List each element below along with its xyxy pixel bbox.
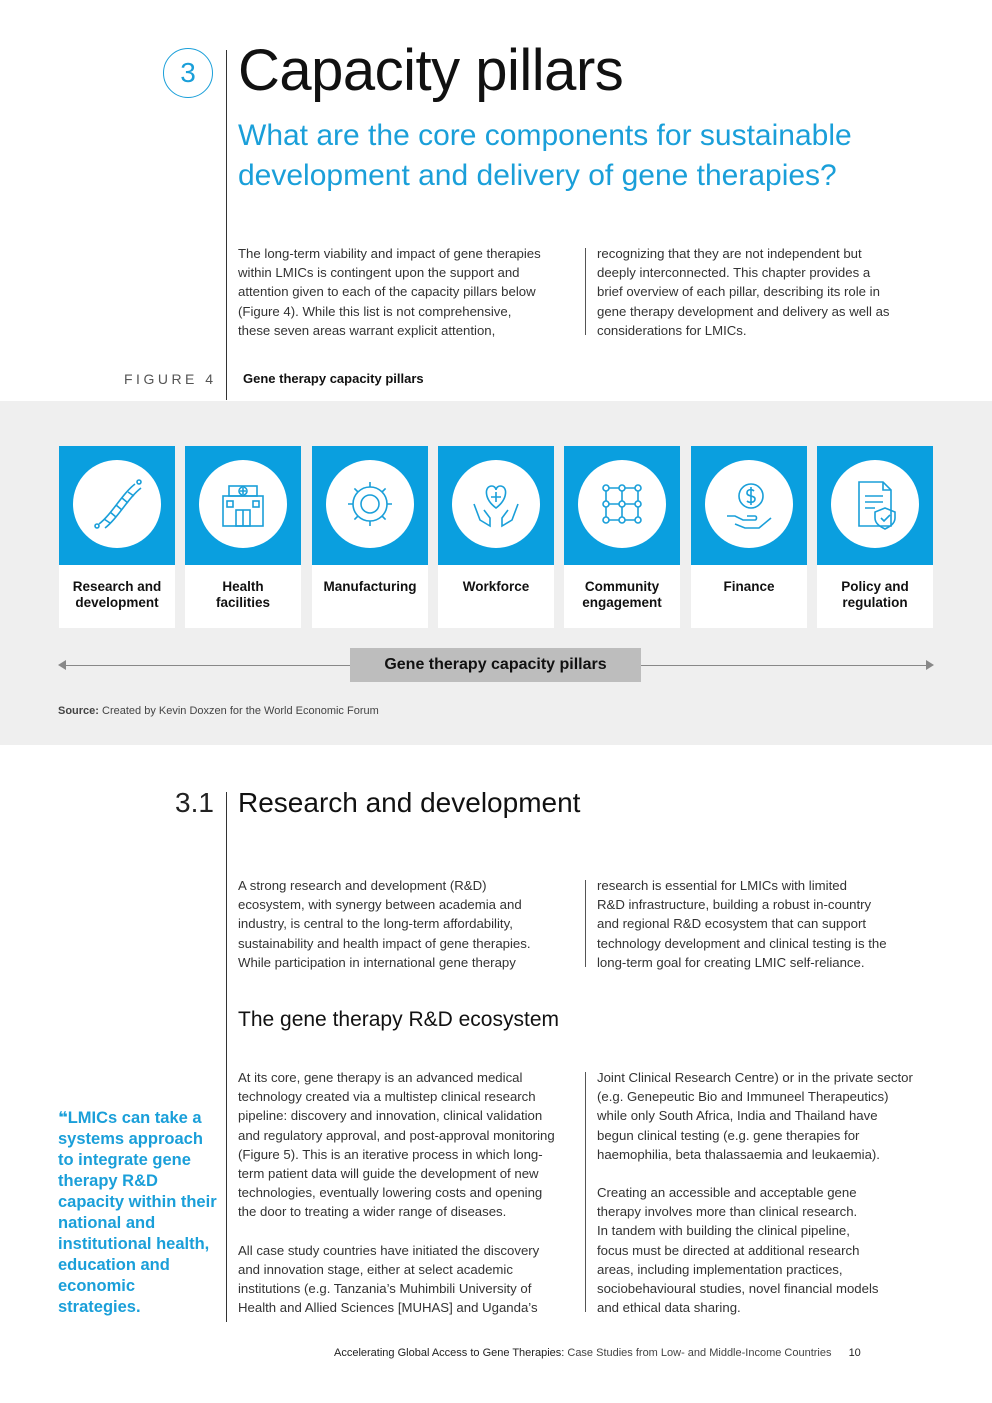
text-line: the door to treating a wider range of diseases. [238, 1204, 507, 1220]
text-line: long-term goal for creating LMIC self-reliance. [597, 954, 865, 970]
text-line: sociobehavioural studies, novel financial models [597, 1281, 879, 1297]
text-line: The long-term viability and impact of gene therapies [238, 246, 541, 261]
pillar-finance [691, 446, 807, 628]
arrow-left-icon [58, 660, 66, 670]
hospital-icon [213, 474, 273, 534]
text-line: brief overview of each pillar, describing its role in [597, 284, 880, 300]
text-line: considerations for LMICs. [597, 322, 747, 338]
page-subtitle: What are the core components for sustainable development and delivery of gene therapies? [238, 119, 852, 192]
text-line: pipeline: discovery and innovation, clinical validation [238, 1108, 543, 1124]
text-line: therapy involves more than clinical research. [597, 1204, 858, 1220]
text-line: deeply interconnected. This chapter provides a [597, 265, 871, 281]
pillar-label: Manufacturing [323, 579, 417, 594]
pillar-label: Health [222, 579, 264, 594]
pull-quote [58, 1108, 220, 1318]
text-line: begun clinical testing (e.g. gene therapies for [597, 1127, 860, 1143]
text-line: institutions (e.g. Tanzania’s Muhimbili University of [238, 1281, 532, 1297]
pillar-label: Finance [723, 579, 775, 594]
document-shield-icon [845, 474, 905, 534]
column-divider [585, 880, 586, 967]
text-line: and innovation stage, either at select academic [238, 1261, 513, 1277]
pillar-health-facilities [185, 446, 301, 628]
section-divider [226, 792, 227, 1322]
text-line: recognizing that they are not independent but [597, 246, 862, 261]
pillar-manufacturing [312, 446, 428, 628]
chapter-number: 3 [180, 57, 196, 88]
footer-report-title: Accelerating Global Access to Gene Therapies: [334, 1347, 565, 1359]
source-text: Created by Kevin Doxzen for the World Economic Forum [98, 705, 379, 717]
text-line: and ethical data sharing. [597, 1300, 741, 1316]
gear-icon [340, 474, 400, 534]
text-line: and regulatory approval, and post-approval monitoring [238, 1127, 555, 1143]
text-line: Joint Clinical Research Centre) or in the private sector [597, 1070, 913, 1085]
text-line: term patient data will guide the development of new [238, 1166, 539, 1182]
quote-text: LMICs can take a systems approach to integrate gene therapy R&D capacity within their national and institutional health, education and economic strategies. [58, 1109, 217, 1316]
text-line: technology created via a multistep clinical research [238, 1089, 536, 1105]
text-line: technology development and clinical testing is the [597, 935, 887, 951]
subsection-column-2 [597, 1068, 947, 1317]
text-line: In tandem with building the clinical pipeline, [597, 1223, 850, 1239]
text-line: (Figure 5). This is an iterative process in which long- [238, 1146, 543, 1162]
pillar-label: Policy and [841, 579, 909, 594]
source-label: Source: [58, 705, 99, 717]
pillar-research-development [59, 446, 175, 628]
pillar-policy-regulation [817, 446, 933, 628]
text-line: ecosystem, with synergy between academia and [238, 897, 522, 913]
arrow-right-icon [926, 660, 934, 670]
page-number: 10 [848, 1347, 861, 1359]
text-line: Creating an accessible and acceptable gene [597, 1185, 857, 1201]
text-line: haemophilia, beta thalassaemia and leukaemia). [597, 1146, 880, 1162]
pillar-workforce [438, 446, 554, 628]
pillar-label: Research and [72, 579, 162, 594]
intro-column-2 [597, 244, 942, 340]
section-title: Research and development [238, 787, 581, 818]
pillar-label: regulation [842, 594, 908, 610]
hands-heart-icon [466, 474, 526, 534]
figure-title: Gene therapy capacity pillars [243, 371, 424, 386]
text-line: technologies, eventually lowering costs and opening [238, 1185, 543, 1201]
coin-hand-icon [719, 474, 779, 534]
text-line: Health and Allied Sciences [MUHAS] and Uganda’s [238, 1300, 538, 1316]
pillar-label: facilities [215, 594, 271, 610]
text-line: areas, including implementation practices, [597, 1261, 843, 1277]
axis-label: Gene therapy capacity pillars [350, 648, 641, 682]
community-network-icon [592, 474, 652, 534]
subsection-column-1 [238, 1068, 583, 1317]
pillar-label: Community [584, 579, 660, 594]
text-line: research is essential for LMICs with limited [597, 878, 847, 893]
text-line: industry, is central to the long-term affordability, [238, 916, 513, 932]
figure-label: FIGURE 4 [124, 371, 217, 387]
page-title: Capacity pillars [238, 38, 624, 103]
pillar-label: Workforce [462, 579, 530, 594]
pillar-label: development [75, 594, 159, 610]
dna-icon [87, 474, 147, 534]
header-divider [226, 50, 227, 400]
text-line: At its core, gene therapy is an advanced medical [238, 1070, 523, 1085]
column-divider [585, 1072, 586, 1312]
text-line: these seven areas warrant explicit attention, [238, 322, 496, 338]
chapter-number-badge [163, 48, 213, 98]
text-line: A strong research and development (R&D) [238, 878, 487, 893]
text-line: (e.g. Genepeutic Bio and Immuneel Therapeutics) [597, 1089, 889, 1105]
text-line: and regional R&D ecosystem that can support [597, 916, 867, 932]
quote-mark-icon: ❝ [58, 1109, 68, 1127]
text-line: R&D infrastructure, building a robust in-country [597, 897, 872, 913]
text-line: (Figure 4). While this list is not comprehensive, [238, 303, 512, 319]
footer-report-subtitle: Case Studies from Low- and Middle-Income Countries [564, 1347, 832, 1359]
text-line: While participation in international gene therapy [238, 954, 516, 970]
text-line: focus must be directed at additional research [597, 1242, 860, 1258]
text-line: within LMICs is contingent upon the support and [238, 265, 520, 281]
subsection-title: The gene therapy R&D ecosystem [238, 1008, 559, 1031]
intro-column-1 [238, 244, 578, 340]
text-line: while only South Africa, India and Thailand have [597, 1108, 878, 1124]
section-number: 3.1 [175, 787, 214, 818]
page-footer [334, 1347, 861, 1359]
text-line: attention given to each of the capacity pillars below [238, 284, 536, 300]
column-divider [585, 248, 586, 335]
section-column-1 [238, 876, 578, 972]
figure-source [58, 705, 379, 717]
pillar-label: engagement [582, 594, 662, 610]
text-line: gene therapy development and delivery as well as [597, 303, 890, 319]
section-column-2 [597, 876, 942, 972]
pillar-community-engagement [564, 446, 680, 628]
text-line: All case study countries have initiated the discovery [238, 1242, 540, 1258]
text-line: sustainability and health impact of gene therapies. [238, 935, 531, 951]
